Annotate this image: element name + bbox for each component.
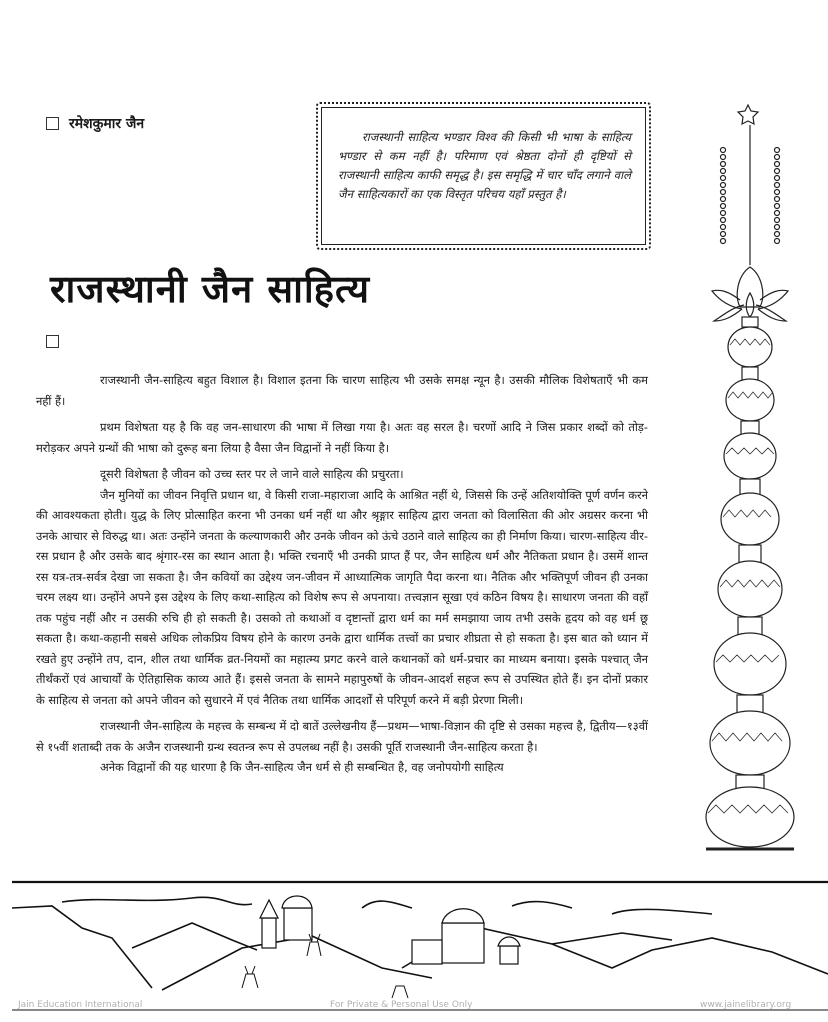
footer-right: www.jainelibrary.org [700, 1000, 792, 1010]
paragraph: राजस्थानी जैन-साहित्य के महत्त्व के सम्बन्ध में दो बातें उल्लेखनीय हैं—प्रथम—भाषा-विज्ञान की दृष्टि से उसका महत्त्व है, द्वितीय—१३वीं से १५वीं शताब्दी तक के अजैन राजस्थानी ग्रन्थ स्वतन्त्र रूप से उपलब्ध नहीं है। उसकी पूर्ति राजस्थानी जैन-साहित्य करता है। [36, 719, 648, 754]
footer-center: For Private & Personal Use Only [330, 1000, 473, 1010]
intro-text: राजस्थानी साहित्य भण्डार विश्व की किसी भी भाषा के साहित्य भण्डार से कम नहीं है। परिमाण एवं श्रेष्ठता दोनों ही दृष्टियों से राजस्थानी साहित्य काफी समृद्ध है। इस समृद्धि में चार चाँद लगाने वाले जैन साहित्यकारों का एक विस्तृत परिचय यहाँ प्रस्तुत है। [338, 130, 631, 201]
author-name: रमेशकुमार जैन [69, 116, 145, 132]
article-body [36, 370, 648, 784]
paragraph: राजस्थानी जैन-साहित्य बहुत विशाल है। विशाल इतना कि चारण साहित्य भी उसके समक्ष न्यून है। उसकी मौलिक विशेषताएँ भी कम नहीं हैं। [36, 373, 648, 408]
decorative-pillar-illustration [690, 95, 810, 855]
intro-box [316, 102, 651, 250]
author-byline [46, 114, 144, 133]
square-bullet-icon [46, 117, 59, 130]
paragraph: दूसरी विशेषता है जीवन को उच्च स्तर पर ले जाने वाले साहित्य की प्रचुरता। [100, 467, 404, 481]
paragraph: प्रथम विशेषता यह है कि वह जन-साधारण की भाषा में लिखा गया है। अतः वह सरल है। चरणों आदि ने जिस प्रकार शब्दों को तोड़-मरोड़कर अपने ग्रन्थों की भाषा को दुरूह बना लिया है वैसा जैन विद्वानों ने नहीं किया है। [36, 420, 648, 455]
footer-left: Jain Education International [18, 1000, 143, 1010]
square-bullet-icon [46, 335, 59, 348]
paragraph: अनेक विद्वानों की यह धारणा है कि जैन-साहित्य जैन धर्म से ही सम्बन्धित है, वह जनोपयोगी साहित्य [100, 760, 504, 774]
paragraph: जैन मुनियों का जीवन निवृत्ति प्रधान था, वे किसी राजा-महाराजा आदि के आश्रित नहीं थे, जिससे कि उन्हें अतिशयोक्ति पूर्ण वर्णन करने की आवश्यकता होती। युद्ध के लिए प्रोत्साहित करना भी उनका धर्म नहीं था और श्रृङ्गार साहित्य द्वारा जनता को विलासिता की ओर अग्रसर करना भी उनके आचार से विरुद्ध था। अतः उन्होंने जनता के कल्याणकारी और उनके जीवन को ऊंचे उठाने वाले साहित्य का ही निर्माण किया। चारण-साहित्य वीर-रस प्रधान है और उसके बाद श्रृंगार-रस का स्थान आता है। भक्ति रचनाएँ भी उनकी प्राप्त हैं पर, जैन साहित्य धर्म और नैतिकता प्रधान है। उसमें शान्त रस यत्र-तत्र-सर्वत्र देखा जा सकता है। जैन कवियों का उद्देश्य जन-जीवन में आध्यात्मिक जागृति पैदा करना था। नैतिक और भक्तिपूर्ण जीवन ही उनका चरम लक्ष्य था। उन्होंने अपने इस उद्देश्य के लिए कथा-साहित्य को विशेष रूप से अपनाया। तत्त्वज्ञान सूखा एवं कठिन विषय है। साधारण जनता की वहाँ तक पहुंच नहीं और न उसकी रुचि ही हो सकती है। उसको तो कथाओं व दृष्टान्तों द्वारा धर्म का मर्म समझाया जाय तभी उसके हृदय को वह धर्म छू सकता है। कथा-कहानी सबसे अधिक लोकप्रिय विषय होने के कारण उनके द्वारा धार्मिक तत्त्वों का प्रचार शीघ्रता से हो सकता है। इस बात को ध्यान में रखते हुए उन्होंने तप, दान, शील तथा धार्मिक व्रत-नियमों का महात्म्य प्रगट करने वाले कथानकों को धर्म-प्रचार का माध्यम बनाया। इसके पश्चात् जैन तीर्थंकरों एवं आचार्यों के ऐतिहासिक काव्य आते हैं। इससे जनता के सामने महापुरुषों के जीवन-आदर्श सहज रूप से उपस्थित होते हैं। इन दोनों प्रकार के साहित्य से जनता को अपने जीवन को सुधारने में एवं नैतिक तथा धार्मिक आदर्शों से परिपूर्ण करने में बड़ी प्रेरणा मिली। [36, 487, 648, 707]
article-title: राजस्थानी जैन साहित्य [50, 267, 371, 311]
